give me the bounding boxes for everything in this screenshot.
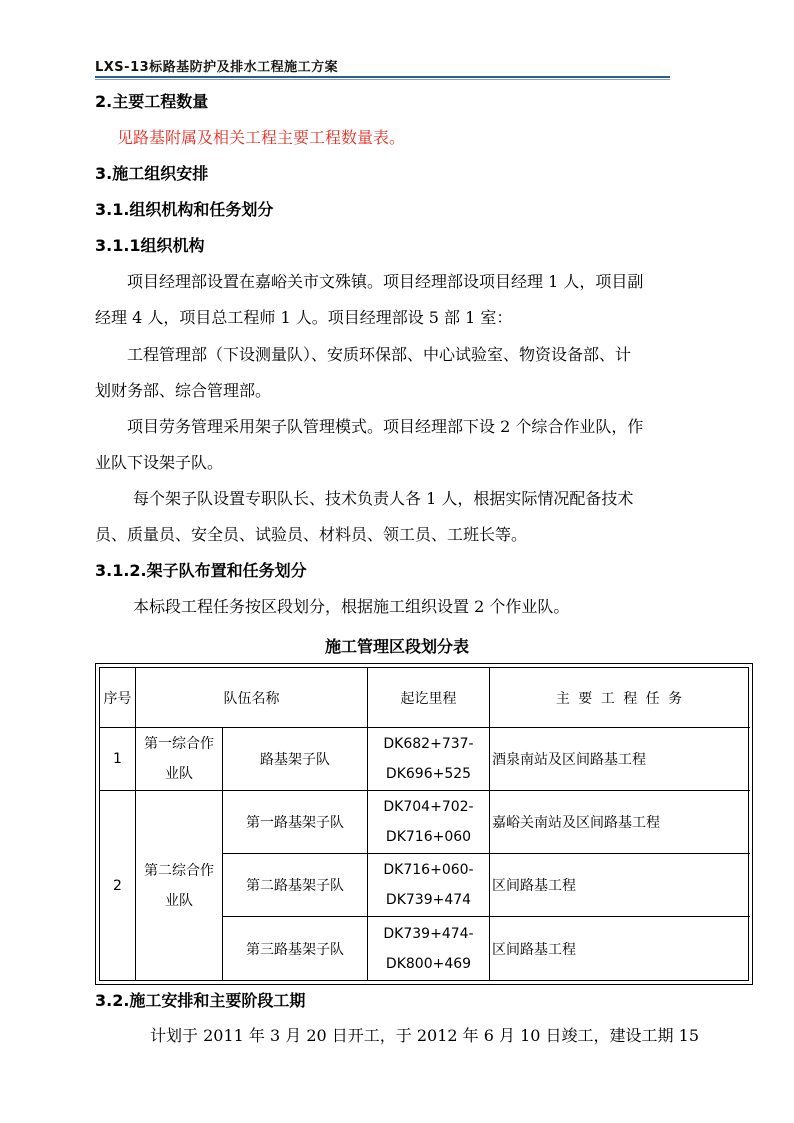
paragraph-3-line-1: 项目劳务管理采用架子队管理模式。项目经理部下设 2 个综合作业队，作 <box>127 417 644 436</box>
row-2-no: 2 <box>100 791 136 981</box>
header-team: 队伍名称 <box>136 668 368 728</box>
row-1-range-line-2: DK696+525 <box>385 766 472 782</box>
row-2c-sub: 第三路基架子队 <box>223 917 368 981</box>
row-1-group-line-2: 业队 <box>165 766 193 782</box>
row-2b-range <box>368 854 490 917</box>
section-table <box>95 663 753 985</box>
row-2a-range-line-2: DK716+060 <box>385 829 472 845</box>
row-2-group-line-2: 业队 <box>165 893 193 909</box>
row-1-group <box>136 728 223 791</box>
row-2c-range-line-2: DK800+469 <box>385 956 472 972</box>
section-2-title: 2.主要工程数量 <box>95 92 209 111</box>
paragraph-1-line-1: 项目经理部设置在嘉峪关市文殊镇。项目经理部设项目经理 1 人，项目副 <box>127 272 644 291</box>
row-1-range-line-1: DK682+737- <box>383 736 474 752</box>
row-2c-range-line-1: DK739+474- <box>383 926 474 942</box>
section-3-1-1-title: 3.1.1组织机构 <box>95 236 205 255</box>
paragraph-3-line-2: 业队下设架子队。 <box>95 453 224 472</box>
row-2b-sub: 第二路基架子队 <box>223 854 368 917</box>
paragraph-5: 本标段工程任务按区段划分，根据施工组织设置 2 个作业队。 <box>133 597 570 616</box>
section-3-title: 3.施工组织安排 <box>95 164 209 183</box>
paragraph-6: 计划于 2011 年 3 月 20 日开工，于 2012 年 6 月 10 日竣工，建设工期 15 <box>150 1026 699 1045</box>
row-1-range <box>368 728 490 791</box>
paragraph-4-line-1: 每个架子队设置专职队长、技术负责人各 1 人，根据实际情况配备技术 <box>133 489 634 508</box>
row-2a-task: 嘉峪关南站及区间路基工程 <box>490 791 750 854</box>
section-2-text: 见路基附属及相关工程主要工程数量表。 <box>117 128 406 147</box>
row-1-group-line-1: 第一综合作 <box>144 736 214 752</box>
row-2b-range-line-2: DK739+474 <box>385 892 472 908</box>
row-2b-task: 区间路基工程 <box>490 854 750 917</box>
row-2a-sub: 第一路基架子队 <box>223 791 368 854</box>
section-3-1-title: 3.1.组织机构和任务划分 <box>95 200 274 219</box>
paragraph-2-line-2: 划财务部、综合管理部。 <box>95 381 272 400</box>
paragraph-4-line-2: 员、质量员、安全员、试验员、材料员、领工员、工班长等。 <box>95 525 528 544</box>
section-3-2-title: 3.2.施工安排和主要阶段工期 <box>95 991 306 1010</box>
section-3-1-2-title: 3.1.2.架子队布置和任务划分 <box>95 561 307 580</box>
row-2c-task: 区间路基工程 <box>492 942 576 958</box>
row-2b-range-line-1: DK716+060- <box>383 862 474 878</box>
header-no: 序号 <box>100 668 136 728</box>
table-title: 施工管理区段划分表 <box>324 637 469 656</box>
row-1-no: 1 <box>100 728 136 791</box>
row-2a-range <box>368 791 490 854</box>
row-1-task: 酒泉南站及区间路基工程 <box>490 728 750 791</box>
row-2c-range <box>368 917 490 981</box>
row-2a-range-line-1: DK704+702- <box>383 799 474 815</box>
paragraph-1-line-2: 经理 4 人，项目总工程师 1 人。项目经理部设 5 部 1 室： <box>95 308 513 327</box>
row-1-sub: 路基架子队 <box>223 728 368 791</box>
page-header: LXS-13标路基防护及排水工程施工方案 <box>95 60 339 75</box>
row-2-group <box>136 791 223 981</box>
row-2-group-line-1: 第二综合作 <box>144 863 214 879</box>
header-task: 主 要 工 程 任 务 <box>490 668 750 728</box>
header-rule <box>95 76 670 80</box>
paragraph-2-line-1: 工程管理部（下设测量队）、安质环保部、中心试验室、物资设备部、计 <box>127 345 632 364</box>
header-range: 起讫里程 <box>368 668 490 728</box>
